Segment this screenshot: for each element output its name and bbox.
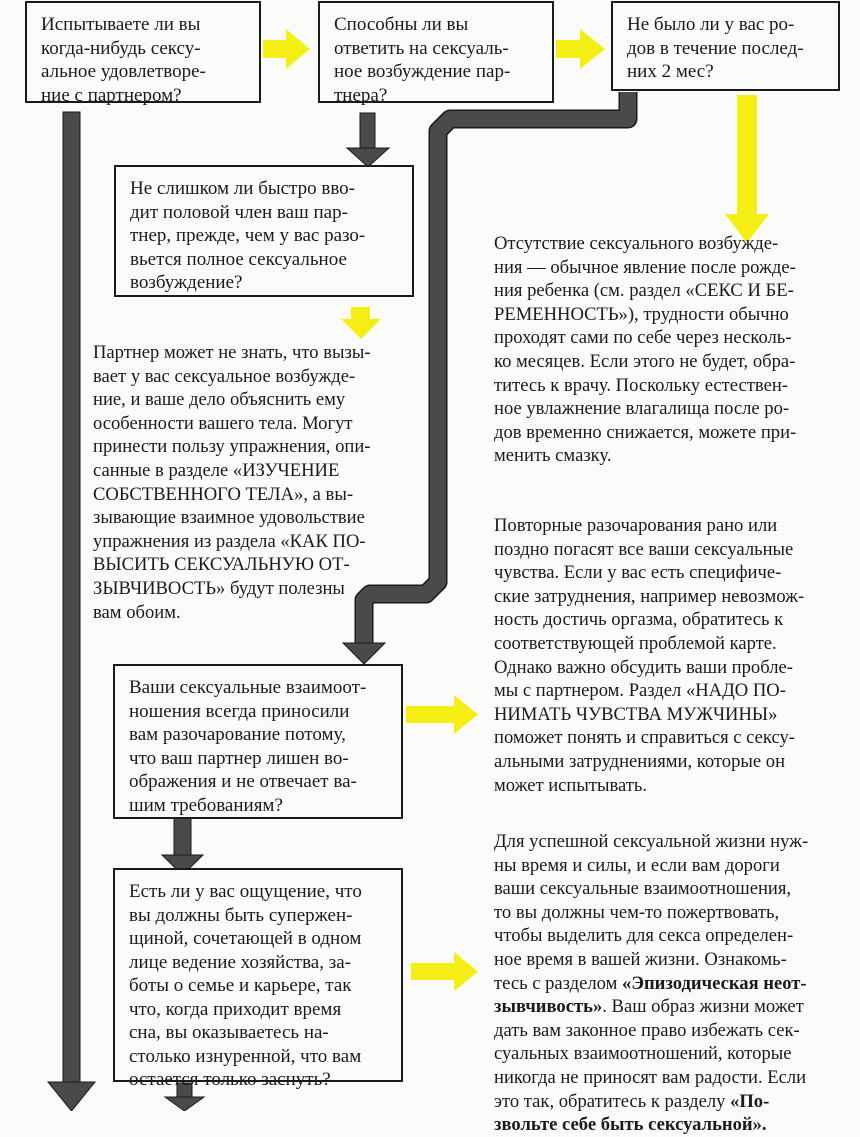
text-segment: тесь с разделом	[494, 972, 623, 994]
box-line: что ваш партнер лишен во-	[129, 747, 349, 769]
text-line	[494, 972, 846, 996]
text-line: НИМАТЬ ЧУВСТВА МУЖЧИНЫ»	[494, 703, 778, 725]
box-line: ответить на сексуаль-	[334, 37, 509, 59]
text-line: ские затруднения, например невозмож-	[494, 585, 805, 607]
text-line: ние, и ваше дело объяснить ему	[93, 389, 346, 411]
text-line: чувства. Если у вас есть специфиче-	[494, 562, 782, 584]
answer-text-after-birth	[494, 232, 839, 468]
text-line	[494, 1090, 846, 1114]
down-arrow-box5-to-box6	[162, 818, 203, 875]
answer-text-partner-unaware	[93, 341, 428, 624]
text-line: может испытывать.	[494, 774, 648, 796]
box-line: Не было ли у вас ро-	[627, 14, 795, 35]
main-down-arrow	[48, 112, 95, 1111]
text-segment: это так, обратитесь к разделу	[494, 1090, 731, 1112]
box-line: щиной, сочетающей в одном	[129, 928, 362, 949]
text-line: ное время в вашей жизни. Ознакомь-	[494, 948, 787, 970]
text-line: вам обоим.	[93, 601, 181, 623]
text-line: дов временно снижается, можете при-	[494, 421, 797, 443]
yellow-arrow-box1-to-box2	[263, 29, 310, 69]
section-reference-episodic-cont: зывчивость»	[494, 996, 603, 1018]
text-line: ны время и силы, и если вам дороги	[494, 854, 780, 876]
text-line: поздно погасят все ваши сексуальные	[494, 538, 794, 560]
answer-text-disappointments	[494, 514, 844, 797]
text-line: зывающие взаимное удовольствие	[93, 507, 365, 529]
text-line: дать вам законное право избежать сек-	[494, 1019, 800, 1041]
text-segment: . Ваш образ жизни может	[602, 996, 804, 1018]
text-line: менить смазку.	[494, 445, 612, 467]
text-line: ко месяцев. Если этого не будет, обра-	[494, 350, 796, 372]
yellow-arrow-box2-to-box3	[556, 29, 605, 69]
text-line: ваши сексуальные взаимоотношения,	[494, 878, 792, 900]
question-box-satisfaction	[25, 1, 261, 106]
box-line: Не слишком ли быстро вво-	[130, 178, 355, 199]
box-line: возбуждение?	[130, 272, 243, 293]
text-line: Однако важно обсудить ваши пробле-	[494, 656, 793, 678]
box-line: вы должны быть супержен-	[129, 904, 353, 926]
box-line: сна, вы оказываетесь на-	[129, 1022, 329, 1043]
text-line: вает у вас сексуальное возбужде-	[93, 365, 356, 387]
box-line: боты о семье и карьере, так	[129, 975, 352, 996]
yellow-arrow-box4-to-partner-text	[341, 307, 381, 339]
text-line: ния ребенка (см. раздел «СЕКС И БЕ-	[494, 280, 794, 302]
section-reference-allow-cont: звольте себе быть сексуальной».	[494, 1114, 767, 1136]
box-line: ние с партнером?	[41, 84, 182, 106]
box-line: Есть ли у вас ощущение, что	[129, 881, 362, 902]
yellow-arrow-box6-to-time-text	[411, 952, 478, 991]
box-line: лице ведение хозяйства, за-	[129, 951, 352, 973]
text-line: ЗЫВЧИВОСТЬ» будут полезны	[93, 577, 345, 599]
box-line: вьется полное сексуальное	[130, 248, 347, 270]
yellow-arrow-box3-to-birth-text	[725, 95, 769, 243]
text-line: упражнения из раздела «КАК ПО-	[93, 530, 366, 552]
text-line: титесь к врачу. Поскольку естествен-	[494, 374, 788, 396]
text-line: поможет понять и справиться с сексу-	[494, 727, 795, 749]
text-line: никогда не приносят вам радости. Если	[494, 1066, 807, 1088]
box-line: дит половой член ваш пар-	[130, 201, 348, 223]
question-box-arousal-response	[318, 1, 554, 106]
text-line: чтобы выделить для секса определен-	[494, 925, 794, 947]
text-line: особенности вашего тела. Могут	[93, 412, 353, 434]
question-box-superwoman	[113, 868, 403, 1090]
text-line: Отсутствие сексуального возбужде-	[494, 233, 779, 254]
text-line: ВЫСИТЬ СЕКСУАЛЬНУЮ ОТ-	[93, 554, 350, 576]
text-line: ность достичь оргазма, обратитесь к	[494, 609, 784, 631]
text-line: санные в разделе «ИЗУЧЕНИЕ	[93, 459, 340, 481]
question-box-recent-birth	[611, 1, 840, 91]
text-line: мы с партнером. Раздел «НАДО ПО-	[494, 680, 786, 702]
section-reference-allow: «По-	[730, 1090, 770, 1112]
text-line: РЕМЕННОСТЬ»), трудности обычно	[494, 303, 789, 325]
box-line: Ваши сексуальные взаимоот-	[129, 677, 367, 698]
text-line: СОБСТВЕННОГО ТЕЛА», а вы-	[93, 483, 354, 505]
text-line: соответствующей проблемой карте.	[494, 632, 777, 654]
yellow-arrow-box5-to-disappoint-text	[406, 695, 478, 734]
text-line: проходят сами по себе через несколь-	[494, 327, 792, 349]
box-line: них 2 мес?	[627, 61, 714, 82]
box-line: тнера?	[334, 84, 388, 106]
box-line: Испытываете ли вы	[41, 14, 201, 35]
box-line: тнер, прежде, чем у вас разо-	[130, 225, 366, 246]
answer-text-time-for-sex	[494, 830, 846, 1137]
text-line: ное увлажнение влагалища после ро-	[494, 398, 790, 420]
text-line: Партнер может не знать, что вызы-	[93, 342, 371, 363]
box-line: остается только заснуть?	[129, 1069, 331, 1090]
text-line: альными затруднениями, которые он	[494, 750, 786, 772]
box-line: шим требованиям?	[129, 794, 283, 816]
box-line: что, когда приходит время	[129, 998, 342, 1020]
box-line: ображения и не отвечает ва-	[129, 771, 357, 792]
box-line: альное удовлетворе-	[41, 61, 206, 82]
text-line: принести пользу упражнения, опи-	[93, 436, 371, 458]
down-arrow-box1-to-box4	[347, 113, 389, 167]
section-reference-episodic: «Эпизодическая неот-	[622, 972, 807, 994]
question-box-premature-penetration	[114, 165, 414, 297]
box-line: Способны ли вы	[334, 14, 469, 35]
box-line: ношения всегда приносили	[129, 700, 350, 722]
text-line	[494, 995, 846, 1019]
box-line: вам разочарование потому,	[129, 724, 346, 745]
box-line: дов в течение послед-	[627, 37, 804, 59]
text-line: то вы должны чем-то пожертвовать,	[494, 901, 780, 923]
text-line: суальных взаимоотношений, которые	[494, 1043, 792, 1065]
question-box-partner-lacks-imagination	[113, 664, 403, 819]
text-line: Повторные разочарования рано или	[494, 515, 778, 536]
box-line: ное возбуждение пар-	[334, 61, 511, 82]
text-line: Для успешной сексуальной жизни нуж-	[494, 831, 809, 852]
text-line: ния — обычное явление после рожде-	[494, 256, 796, 278]
box-line: когда-нибудь сексу-	[41, 37, 201, 59]
box-line: столько изнуренной, что вам	[129, 1045, 362, 1067]
